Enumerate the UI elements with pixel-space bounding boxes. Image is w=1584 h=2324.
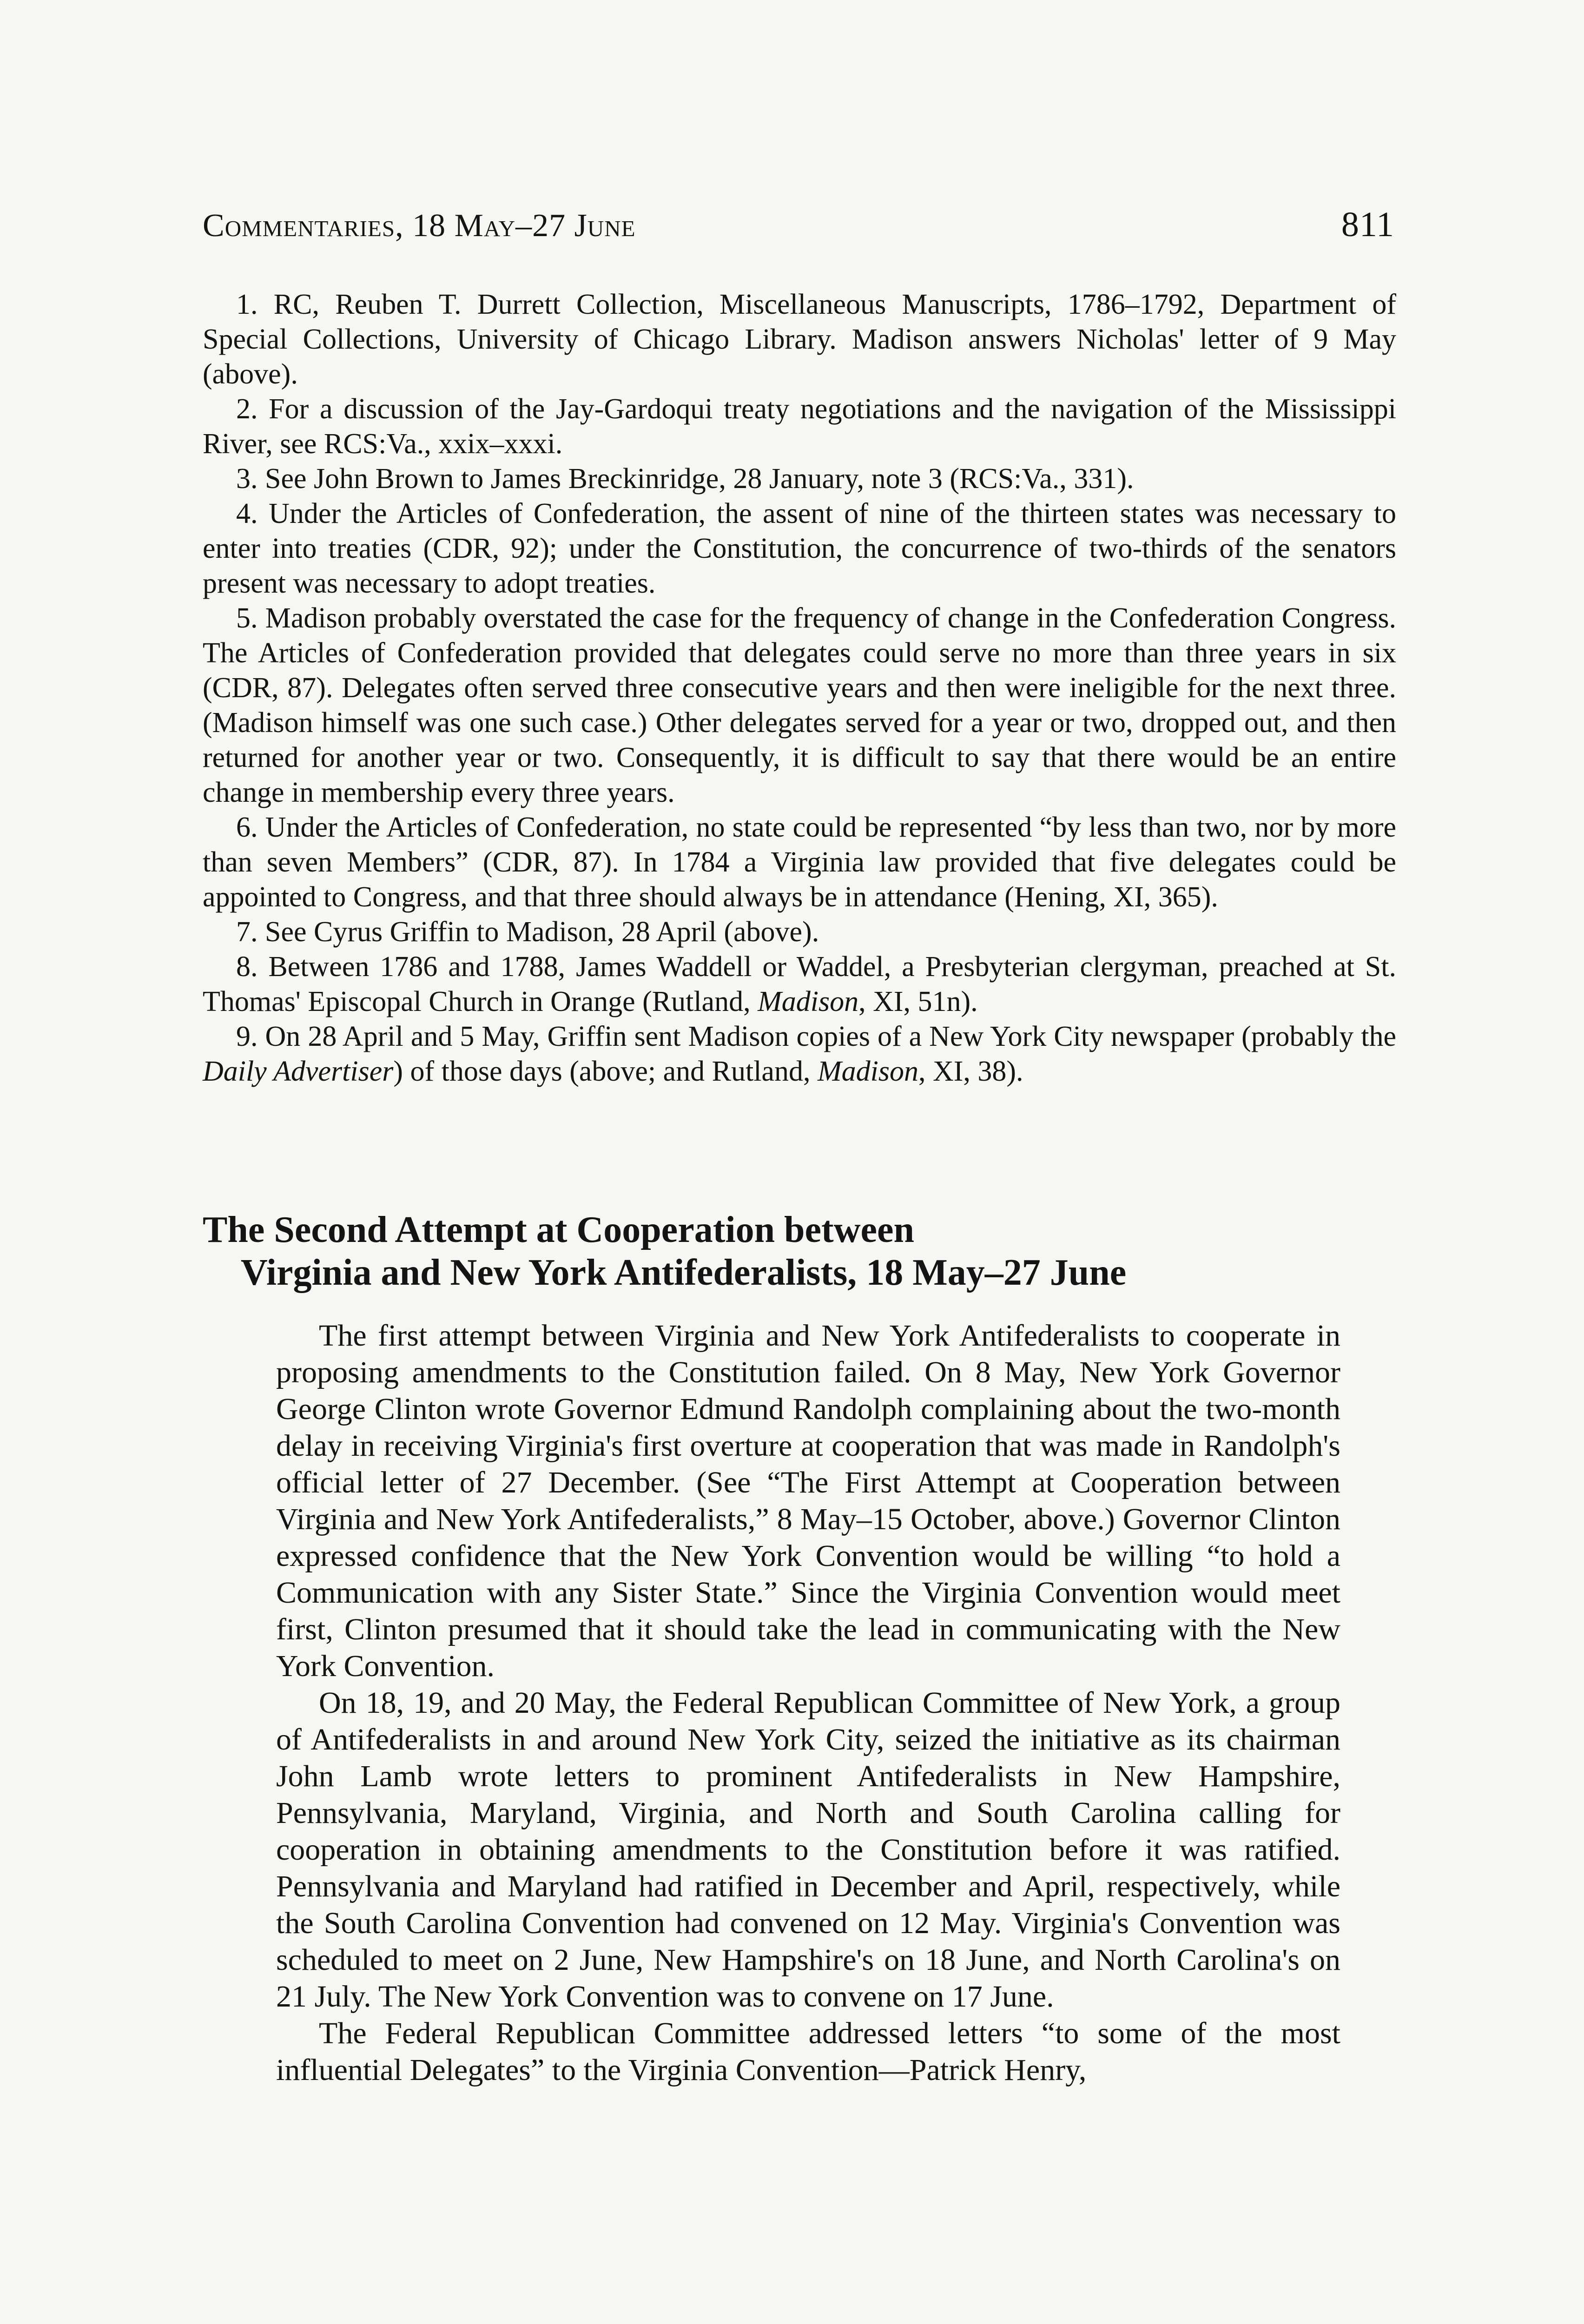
note-9-part-3: , XI, 38). bbox=[918, 1056, 1023, 1087]
running-head-title: Commentaries, 18 May–27 June bbox=[203, 208, 636, 244]
note-6: 6. Under the Articles of Confederation, no state could be represented “by less than two, nor by more than seven Members” (CDR, 87). In 1784 a Virginia law provided that five delegates could be appointed to Congress, and that three should always be in attendance (Hening, XI, 365). bbox=[203, 812, 1396, 913]
note-4: 4. Under the Articles of Confederation, the assent of nine of the thirteen states was necessary to enter into treaties (CDR, 92); under the Constitution, the concurrence of two-thirds of the senators present was necessary to adopt treaties. bbox=[203, 498, 1396, 599]
note-9-part-1: 9. On 28 April and 5 May, Griffin sent Madison copies of a New York City newspaper (probably the bbox=[236, 1021, 1396, 1052]
note-8-italic: Madison bbox=[758, 986, 859, 1017]
note-1: 1. RC, Reuben T. Durrett Collection, Miscellaneous Manuscripts, 1786–1792, Department of Special Collections, University of Chicago Library. Madison answers Nicholas' letter of 9 May (above). bbox=[203, 289, 1396, 390]
note-8-end: , XI, 51n). bbox=[858, 986, 978, 1017]
section-heading-line-2: Virginia and New York Antifederalists, 18 May–27 June bbox=[241, 1252, 1127, 1293]
body-paragraph-2: On 18, 19, and 20 May, the Federal Republican Committee of New York, a group of Antifederalists in and around New York City, seized the initiative as its chairman John Lamb wrote letters to prominent Antifederalists in New Hampshire, Pennsylvania, Maryland, Virginia, and North and South Carolina calling for cooperation in obtaining amendments to the Constitution before it was ratified. Pennsylvania and Maryland had ratified in December and April, respectively, while the South Carolina Convention had convened on 12 May. Virginia's Convention was scheduled to meet on 2 June, New Hampshire's on 18 June, and North Carolina's on 21 July. The New York Convention was to convene on 17 June. bbox=[276, 1686, 1340, 2014]
note-8-text: 8. Between 1786 and 1788, James Waddell or Waddel, a Presbyterian clergyman, preached at St. Thomas' Episcopal Church in Orange (Rutland, bbox=[203, 951, 1396, 1017]
note-9-italic-1: Daily Advertiser bbox=[203, 1056, 394, 1087]
running-head bbox=[203, 205, 1394, 245]
note-9-italic-2: Madison bbox=[817, 1056, 918, 1087]
body-paragraph-1: The first attempt between Virginia and New York Antifederalists to cooperate in proposing amendments to the Constitution failed. On 8 May, New York Governor George Clinton wrote Governor Edmund Randolph complaining about the two-month delay in receiving Virginia's first overture at cooperation that was made in Randolph's official letter of 27 December. (See “The First Attempt at Cooperation between Virginia and New York Antifederalists,” 8 May–15 October, above.) Governor Clinton expressed confidence that the New York Convention would be willing “to hold a Communication with any Sister State.” Since the Virginia Convention would meet first, Clinton presumed that it should take the lead in communicating with the New York Convention. bbox=[276, 1319, 1340, 1683]
body-paragraph-3: The Federal Republican Committee addressed letters “to some of the most influential Delegates” to the Virginia Convention—Patrick Henry, bbox=[276, 2016, 1340, 2087]
section-heading-line-1: The Second Attempt at Cooperation between bbox=[203, 1209, 914, 1250]
note-8 bbox=[203, 950, 1396, 1019]
note-3: 3. See John Brown to James Breckinridge, 28 January, note 3 (RCS:Va., 331). bbox=[236, 463, 1134, 495]
body-text bbox=[276, 1317, 1340, 2088]
footnotes bbox=[203, 287, 1396, 1089]
note-2: 2. For a discussion of the Jay-Gardoqui treaty negotiations and the navigation of the Mississippi River, see RCS:Va., xxix–xxxi. bbox=[203, 393, 1396, 460]
note-7: 7. See Cyrus Griffin to Madison, 28 April (above). bbox=[236, 916, 819, 948]
section-heading bbox=[203, 1208, 1396, 1294]
note-5: 5. Madison probably overstated the case for the frequency of change in the Confederation Congress. The Articles of Confederation provided that delegates could serve no more than three years in six (CDR, 87). Delegates often served three consecutive years and then were ineligible for the next three. (Madison himself was one such case.) Other delegates served for a year or two, dropped out, and then returned for another year or two. Consequently, it is difficult to say that there would be an entire change in membership every three years. bbox=[203, 602, 1396, 808]
page-number: 811 bbox=[1341, 205, 1394, 244]
note-9-part-2: ) of those days (above; and Rutland, bbox=[393, 1056, 818, 1087]
note-9 bbox=[203, 1019, 1396, 1089]
